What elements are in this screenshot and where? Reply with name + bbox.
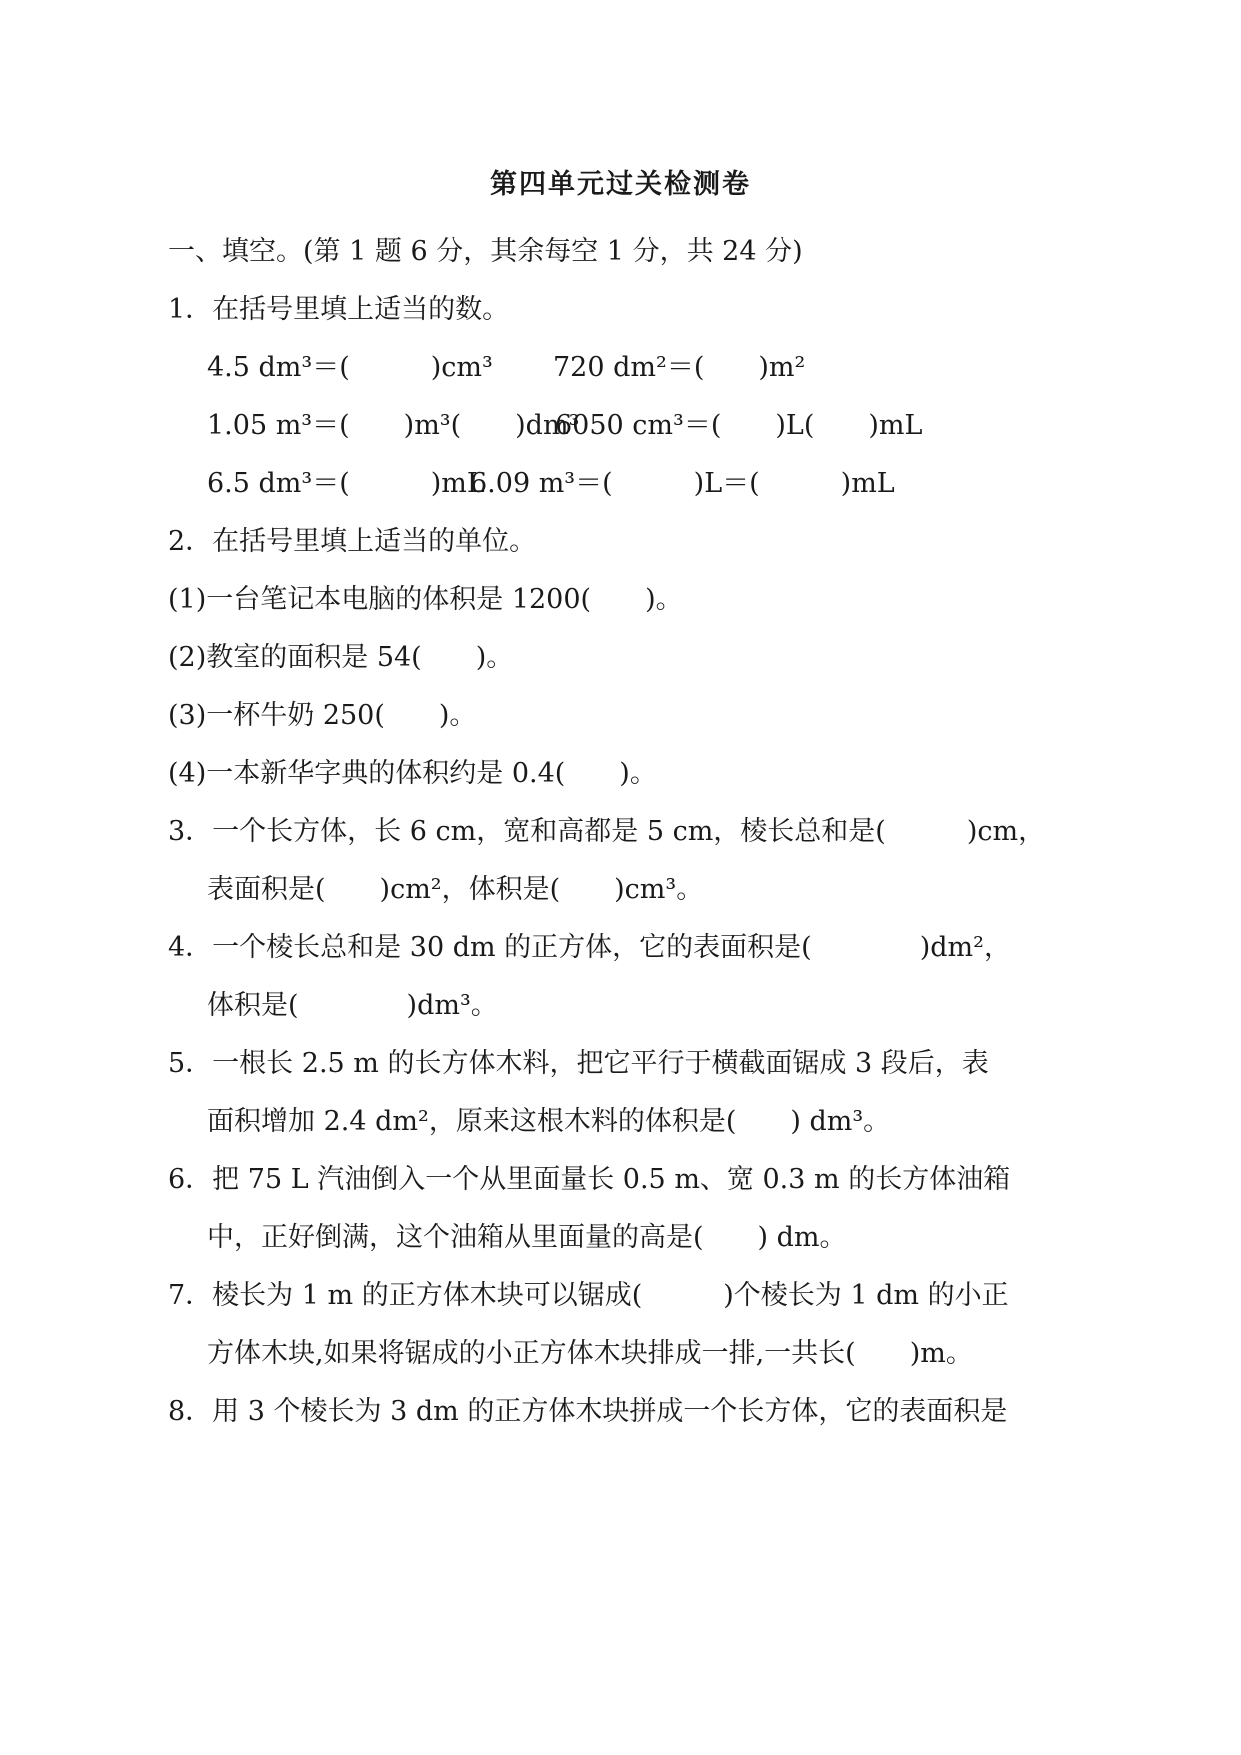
question-1-row1-left: 4.5 dm³＝( )cm³ bbox=[207, 352, 493, 383]
question-1-row1-right: 720 dm²＝( )m² bbox=[553, 352, 806, 383]
question-6-line-2: 中，正好倒满，这个油箱从里面量的高是( ) dm。 bbox=[207, 1222, 847, 1253]
question-6-line-1: 6．把 75 L 汽油倒入一个从里面量长 0.5 m、宽 0.3 m 的长方体油箱 bbox=[168, 1164, 1011, 1195]
question-5-line-1: 5．一根长 2.5 m 的长方体木料，把它平行于横截面锯成 3 段后，表 bbox=[168, 1048, 989, 1079]
section-heading: 一、填空。(第 1 题 6 分，其余每空 1 分，共 24 分) bbox=[168, 236, 803, 267]
question-7-line-1: 7．棱长为 1 m 的正方体木块可以锯成( )个棱长为 1 dm 的小正 bbox=[168, 1280, 1009, 1311]
question-5-line-2: 面积增加 2.4 dm²，原来这根木料的体积是( ) dm³。 bbox=[207, 1106, 891, 1137]
question-3-line-2: 表面积是( )cm²，体积是( )cm³。 bbox=[207, 874, 704, 905]
question-1-row3-left: 6.5 dm³＝( )mL bbox=[207, 468, 485, 499]
question-1-row2-left: 1.05 m³＝( )m³( )dm³ bbox=[207, 410, 580, 441]
question-4-line-2: 体积是( )dm³。 bbox=[207, 990, 498, 1021]
question-2-item-3: (3)一杯牛奶 250( )。 bbox=[168, 700, 477, 731]
question-2-stem: 2．在括号里填上适当的单位。 bbox=[168, 526, 537, 557]
question-3-line-1: 3．一个长方体，长 6 cm，宽和高都是 5 cm，棱长总和是( )cm， bbox=[168, 816, 1046, 847]
question-7-line-2: 方体木块,如果将锯成的小正方体木块排成一排,一共长( )m。 bbox=[207, 1338, 973, 1369]
question-8-line-1: 8．用 3 个棱长为 3 dm 的正方体木块拼成一个长方体，它的表面积是 bbox=[168, 1396, 1008, 1427]
question-2-item-2: (2)教室的面积是 54( )。 bbox=[168, 642, 514, 673]
question-2-item-4: (4)一本新华字典的体积约是 0.4( )。 bbox=[168, 758, 657, 789]
question-4-line-1: 4．一个棱长总和是 30 dm 的正方体，它的表面积是( )dm²， bbox=[168, 932, 1011, 963]
question-1-row3-right: 6.09 m³＝( )L＝( )mL bbox=[470, 468, 895, 499]
question-1-row2-right: 6050 cm³＝( )L( )mL bbox=[555, 410, 923, 441]
page-title: 第四单元过关检测卷 bbox=[490, 169, 751, 200]
question-2-item-1: (1)一台笔记本电脑的体积是 1200( )。 bbox=[168, 584, 683, 615]
question-1-stem: 1．在括号里填上适当的数。 bbox=[168, 294, 510, 325]
